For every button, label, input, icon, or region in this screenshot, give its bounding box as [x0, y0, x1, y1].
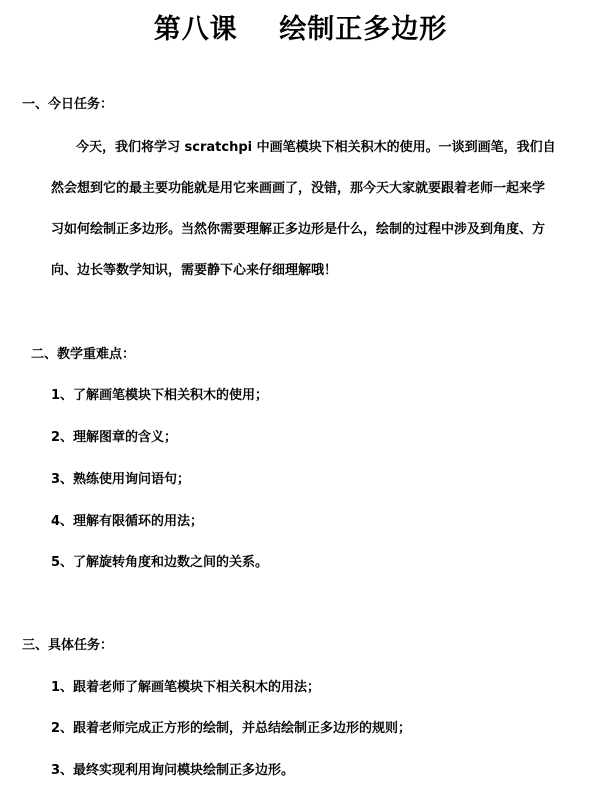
page-title: 第八课 绘制正多边形: [153, 14, 448, 45]
intro-paragraph-line: 今天，我们将学习 scratchpi 中画笔模块下相关积木的使用。一谈到画笔，我们自: [76, 140, 556, 155]
section-heading-today-tasks: 一、今日任务：: [22, 97, 114, 112]
key-point-item: 1、了解画笔模块下相关积木的使用；: [51, 388, 269, 403]
key-point-item: 3、熟练使用询问语句；: [51, 472, 191, 487]
key-point-item: 2、理解图章的含义；: [51, 430, 178, 445]
intro-paragraph-line: 习如何绘制正多边形。当然你需要理解正多边形是什么，绘制的过程中涉及到角度、方: [51, 222, 546, 237]
intro-paragraph-line: 向、边长等数学知识，需要静下心来仔细理解哦！: [51, 263, 338, 278]
key-point-item: 5、了解旋转角度和边数之间的关系。: [51, 555, 269, 570]
section-heading-key-points: 二、教学重难点：: [31, 347, 136, 362]
section-heading-specific-tasks: 三、具体任务：: [22, 638, 114, 653]
task-item: 1、跟着老师了解画笔模块下相关积木的用法；: [51, 680, 321, 695]
key-point-item: 4、理解有限循环的用法；: [51, 514, 204, 529]
task-item: 2、跟着老师完成正方形的绘制，并总结绘制正多边形的规则；: [51, 721, 412, 736]
task-item: 3、最终实现利用询问模块绘制正多边形。: [51, 763, 295, 778]
intro-paragraph-line: 然会想到它的最主要功能就是用它来画画了，没错，那今天大家就要跟着老师一起来学: [51, 181, 546, 196]
